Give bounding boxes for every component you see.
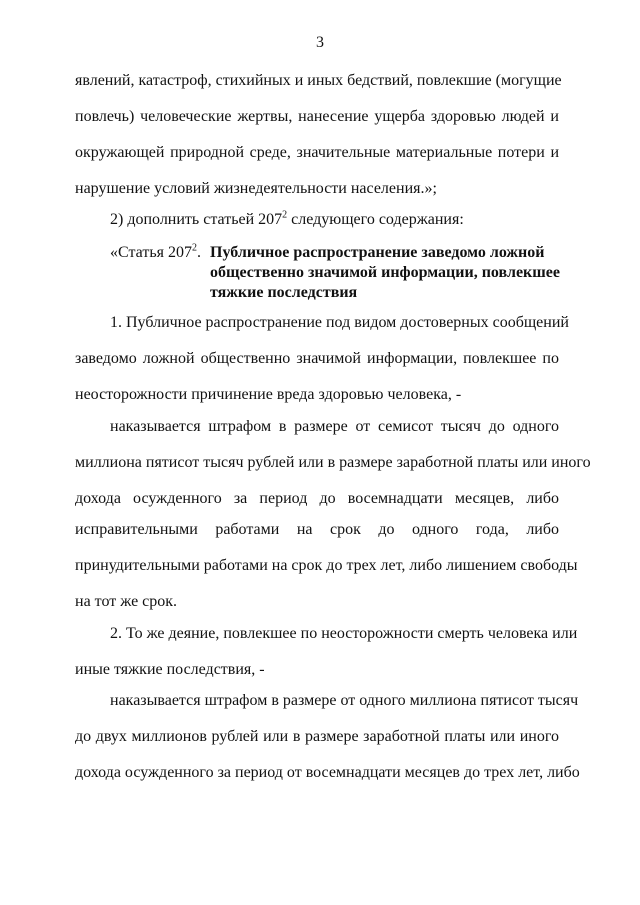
article-lead-prefix: «Статья 207 <box>110 244 192 261</box>
para1-line-4: нарушение условий жизнедеятельности населения.»; <box>75 180 437 197</box>
article-lead-sup: 2 <box>191 242 197 254</box>
penalty1-line-2: миллиона пятисот тысяч рублей или в размере заработной платы или иного <box>75 454 591 471</box>
para1-line-3: окружающей природной среде, значительные материальные потери и <box>75 144 559 161</box>
item2-sup: 2 <box>282 209 288 221</box>
article-lead <box>110 243 201 263</box>
penalty1-line-4: исправительными работами на срок до одного года, либо <box>75 521 559 538</box>
article-title-line-3: тяжкие последствия <box>210 284 358 301</box>
penalty1-line-6: на тот же срок. <box>75 593 178 610</box>
page-number: 3 <box>316 34 324 51</box>
para1-line-1: явлений, катастроф, стихийных и иных бедствий, повлекшие (могущие <box>75 72 562 89</box>
para1-line-2: повлечь) человеческие жертвы, нанесение ущерба здоровью людей и <box>75 108 559 125</box>
penalty2-line-2: до двух миллионов рублей или в размере заработной платы или иного <box>75 728 559 745</box>
part1-line-3: неосторожности причинение вреда здоровью человека, - <box>75 386 462 403</box>
penalty2-line-3: дохода осужденного за период от восемнадцати месяцев до трех лет, либо <box>75 764 580 781</box>
article-title-line-1: Публичное распространение заведомо ложной <box>210 244 545 261</box>
article-title-line-2: общественно значимой информации, повлекшее <box>210 264 560 281</box>
part2-line-1: 2. То же деяние, повлекшее по неосторожности смерть человека или <box>110 625 578 642</box>
article-title <box>210 243 560 303</box>
article-lead-suffix: . <box>196 244 201 261</box>
part2-line-2: иные тяжкие последствия, - <box>75 661 265 678</box>
penalty1-line-3: дохода осужденного за период до восемнадцати месяцев, либо <box>75 490 559 507</box>
part1-line-1: 1. Публичное распространение под видом достоверных сообщений <box>110 314 569 331</box>
item2-prefix: 2) дополнить статьей 207 <box>110 211 283 228</box>
penalty1-line-5: принудительными работами на срок до трех лет, либо лишением свободы <box>75 557 578 574</box>
penalty1-line-1: наказывается штрафом в размере от семисот тысяч до одного <box>110 418 559 435</box>
item2-suffix: следующего содержания: <box>287 211 464 228</box>
part1-line-2: заведомо ложной общественно значимой информации, повлекшее по <box>75 350 559 367</box>
item2-line <box>110 210 464 230</box>
penalty2-line-1: наказывается штрафом в размере от одного миллиона пятисот тысяч <box>110 692 579 709</box>
